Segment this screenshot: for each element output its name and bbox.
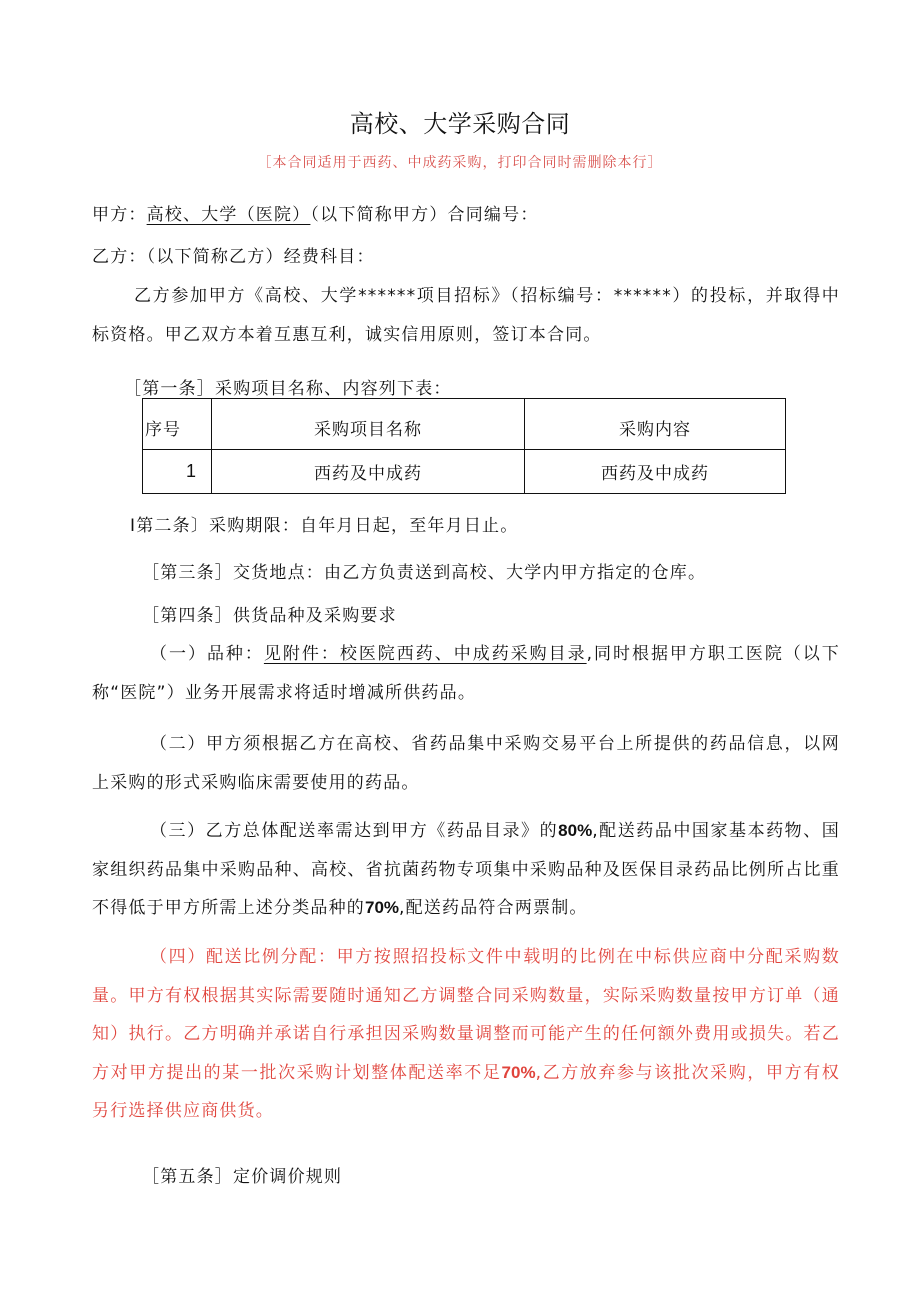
item-3-percent-80: 80% [558, 821, 593, 840]
party-b-line: 乙方：（以下简称乙方）经费科目： [92, 247, 375, 267]
header-cell-content: 采购内容 [525, 399, 786, 450]
red-instruction-note: ［本合同适用于西药、中成药采购，打印合同时需删除本行］ [257, 155, 663, 171]
article-4-item-4 [92, 938, 840, 1131]
header-cell-no: 序号 [143, 399, 212, 450]
item-3-text-a: （三）乙方总体配送率需达到甲方《药品目录》的 [150, 821, 559, 841]
item-3-text-b: ,配送药品中国家基本药物、国家组织药品集中采购品种、高校、省抗菌药物专项集中采购品种及医保目录药品比例所占比重不得低于甲方所需上述分类品种的 [92, 821, 840, 918]
article-5-heading: ［第五条］定价调价规则 [142, 1167, 343, 1187]
row-cell-name: 西药及中成药 [212, 450, 525, 494]
article-4-heading: ［第四条］供货品种及采购要求 [142, 606, 397, 626]
row-cell-no: 1 [143, 450, 212, 494]
party-a-line [92, 200, 539, 225]
article-4-item-1 [92, 635, 840, 712]
header-cell-name: 采购项目名称 [212, 399, 525, 450]
row-cell-content: 西药及中成药 [525, 450, 786, 494]
intro-paragraph: 乙方参加甲方《高校、大学******项目招标》（招标编号：******）的投标，并取得中标资格。甲乙双方本着互惠互利，诚实信用原则，签订本合同。 [92, 286, 840, 345]
item-3-text-c: ,配送药品符合两票制。 [399, 898, 588, 918]
item-1-attachment-ref: 见附件：校医院西药、中成药采购目录 [263, 644, 587, 664]
article-3: ［第三条］交货地点：由乙方负责送到高校、大学内甲方指定的仓库。 [142, 563, 707, 583]
item-1-prefix: （一）品种： [150, 644, 264, 664]
article-4-item-2: （二）甲方须根据乙方在高校、省药品集中采购交易平台上所提供的药品信息，以网上采购的形式采购临床需要使用的药品。 [92, 734, 840, 793]
party-a-name: 高校、大学（医院） [146, 205, 311, 225]
article-4-item-3 [92, 812, 840, 928]
item-4-text-b: ,乙方放弃参与该批次采购，甲方有权另行选择供应商供货。 [92, 1062, 840, 1121]
document-title: 高校、大学采购合同 [349, 110, 571, 138]
article-2: I第二条〕采购期限：自年月日起，至年月日止。 [130, 516, 519, 536]
item-3-percent-70: 70% [365, 898, 400, 917]
procurement-items-table [142, 398, 786, 494]
article-1-heading: ［第一条］采购项目名称、内容列下表： [124, 379, 452, 399]
party-a-suffix: （以下简称甲方）合同编号： [310, 205, 539, 225]
item-4-text-a: （四）配送比例分配：甲方按照招投标文件中载明的比例在中标供应商中分配采购数量。甲方有权根据其实际需要随时通知乙方调整合同采购数量，实际采购数量按甲方订单（通知）执行。乙方明确并承诺自行承担因采购数量调整而可能产生的任何额外费用或损失。若乙方对甲方提出的某一批次采购计划整体配送率不足 [92, 947, 840, 1083]
table-header-row [143, 399, 786, 450]
party-a-label: 甲方： [92, 205, 147, 225]
item-1-rest: ,同时根据甲方职工医院（以下称“医院”）业务开展需求将适时增减所供药品。 [92, 644, 840, 703]
table-row [143, 450, 786, 494]
item-4-percent-70: 70% [501, 1062, 536, 1082]
